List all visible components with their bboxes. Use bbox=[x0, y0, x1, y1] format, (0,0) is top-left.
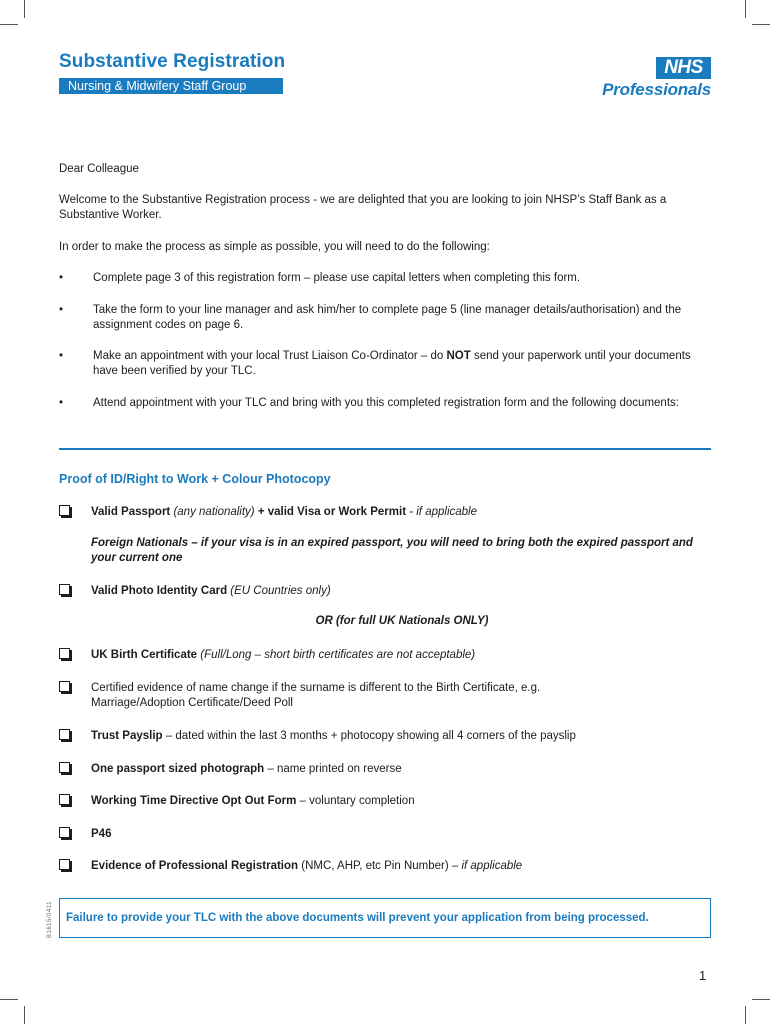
bullet-point: • bbox=[59, 397, 64, 409]
item-bold: Valid Photo Identity Card bbox=[91, 585, 228, 597]
crop-mark bbox=[24, 1006, 25, 1024]
checklist-text bbox=[91, 859, 711, 874]
item-bold: Trust Payslip bbox=[91, 730, 163, 742]
checkbox-icon[interactable] bbox=[59, 584, 70, 595]
checkbox-icon[interactable] bbox=[59, 648, 70, 659]
crop-mark bbox=[752, 999, 770, 1000]
item-bold: Working Time Directive Opt Out Form bbox=[91, 795, 297, 807]
bullet-text: Complete page 3 of this registration form – please use capital letters when completing this form. bbox=[93, 272, 581, 284]
item-bold: One passport sized photograph bbox=[91, 763, 265, 775]
or-separator: OR (for full UK Nationals ONLY) bbox=[315, 615, 489, 627]
section-divider bbox=[59, 448, 711, 450]
crop-mark bbox=[0, 24, 18, 25]
checklist-text bbox=[91, 827, 711, 842]
page-number: 1 bbox=[699, 968, 707, 983]
bullet-point: • bbox=[59, 304, 64, 316]
checkbox-icon[interactable] bbox=[59, 827, 70, 838]
item-italic: (EU Countries only) bbox=[227, 585, 331, 597]
checklist-text bbox=[91, 505, 711, 520]
foreign-nationals-note: Foreign Nationals – if your visa is in an expired passport, you will need to bring both the expired passport and your current one bbox=[91, 537, 693, 564]
item-bold: UK Birth Certificate bbox=[91, 649, 198, 661]
bullet-text: Take the form to your line manager and ask him/her to complete page 5 (line manager details/authorisation) and the assignment codes on page 6. bbox=[93, 304, 682, 331]
warning-box bbox=[59, 898, 711, 938]
item-bold: P46 bbox=[91, 828, 112, 840]
checklist-text bbox=[91, 762, 711, 777]
checklist-text bbox=[91, 794, 711, 809]
bullet-point: • bbox=[59, 350, 64, 362]
checkbox-icon[interactable] bbox=[59, 505, 70, 516]
bullet-text-part: send your paperwork until your documents have been verified by your TLC. bbox=[93, 350, 691, 377]
nhs-logo-professionals: Professionals bbox=[602, 80, 711, 99]
page-title: Substantive Registration bbox=[59, 51, 286, 72]
intro-paragraph: In order to make the process as simple as possible, you will need to do the following: bbox=[59, 241, 490, 253]
checklist-text bbox=[91, 648, 711, 663]
item-text: – voluntary completion bbox=[296, 795, 415, 807]
bullet-text-part: Make an appointment with your local Trust Liaison Co-Ordinator – do bbox=[93, 350, 447, 362]
crop-mark bbox=[752, 24, 770, 25]
checkbox-icon[interactable] bbox=[59, 762, 70, 773]
item-italic: - if applicable bbox=[406, 506, 477, 518]
crop-mark bbox=[0, 999, 18, 1000]
checklist-text bbox=[91, 584, 711, 599]
bullet-point: • bbox=[59, 272, 64, 284]
document-code: B1615/0411 bbox=[47, 901, 53, 938]
crop-mark bbox=[745, 0, 746, 18]
item-text: – dated within the last 3 months + photocopy showing all 4 corners of the payslip bbox=[162, 730, 576, 742]
item-bold: Valid Passport bbox=[91, 506, 171, 518]
bullet-text: Attend appointment with your TLC and bring with you this completed registration form and the following documents: bbox=[93, 397, 679, 409]
item-text: (NMC, AHP, etc Pin Number) – bbox=[298, 860, 462, 872]
section-heading: Proof of ID/Right to Work + Colour Photocopy bbox=[59, 472, 331, 486]
crop-mark bbox=[24, 0, 25, 18]
greeting: Dear Colleague bbox=[59, 163, 139, 175]
bullet-text bbox=[93, 349, 711, 379]
checklist-text bbox=[91, 729, 711, 744]
item-italic: if applicable bbox=[461, 860, 523, 872]
item-italic: (Full/Long – short birth certificates are not acceptable) bbox=[197, 649, 476, 661]
item-bold: Evidence of Professional Registration bbox=[91, 860, 299, 872]
staff-group-label: Nursing & Midwifery Staff Group bbox=[59, 78, 283, 94]
checkbox-icon[interactable] bbox=[59, 859, 70, 870]
warning-text: Failure to provide your TLC with the above documents will prevent your application from being processed. bbox=[66, 912, 649, 924]
checkbox-icon[interactable] bbox=[59, 729, 70, 740]
checkbox-icon[interactable] bbox=[59, 794, 70, 805]
crop-mark bbox=[745, 1006, 746, 1024]
item-italic: (any nationality) bbox=[170, 506, 258, 518]
checkbox-icon[interactable] bbox=[59, 681, 70, 692]
bullet-emphasis: NOT bbox=[446, 350, 471, 362]
checklist-text: Certified evidence of name change if the surname is different to the Birth Certificate, e.g. Marriage/Adoption Certificate/Deed Poll bbox=[91, 682, 541, 709]
item-bold: + valid Visa or Work Permit bbox=[257, 506, 407, 518]
item-text: – name printed on reverse bbox=[264, 763, 402, 775]
nhs-logo: NHS bbox=[656, 57, 711, 79]
welcome-paragraph: Welcome to the Substantive Registration process - we are delighted that you are looking to join NHSP’s Staff Bank as a Substantive Worker. bbox=[59, 194, 667, 221]
